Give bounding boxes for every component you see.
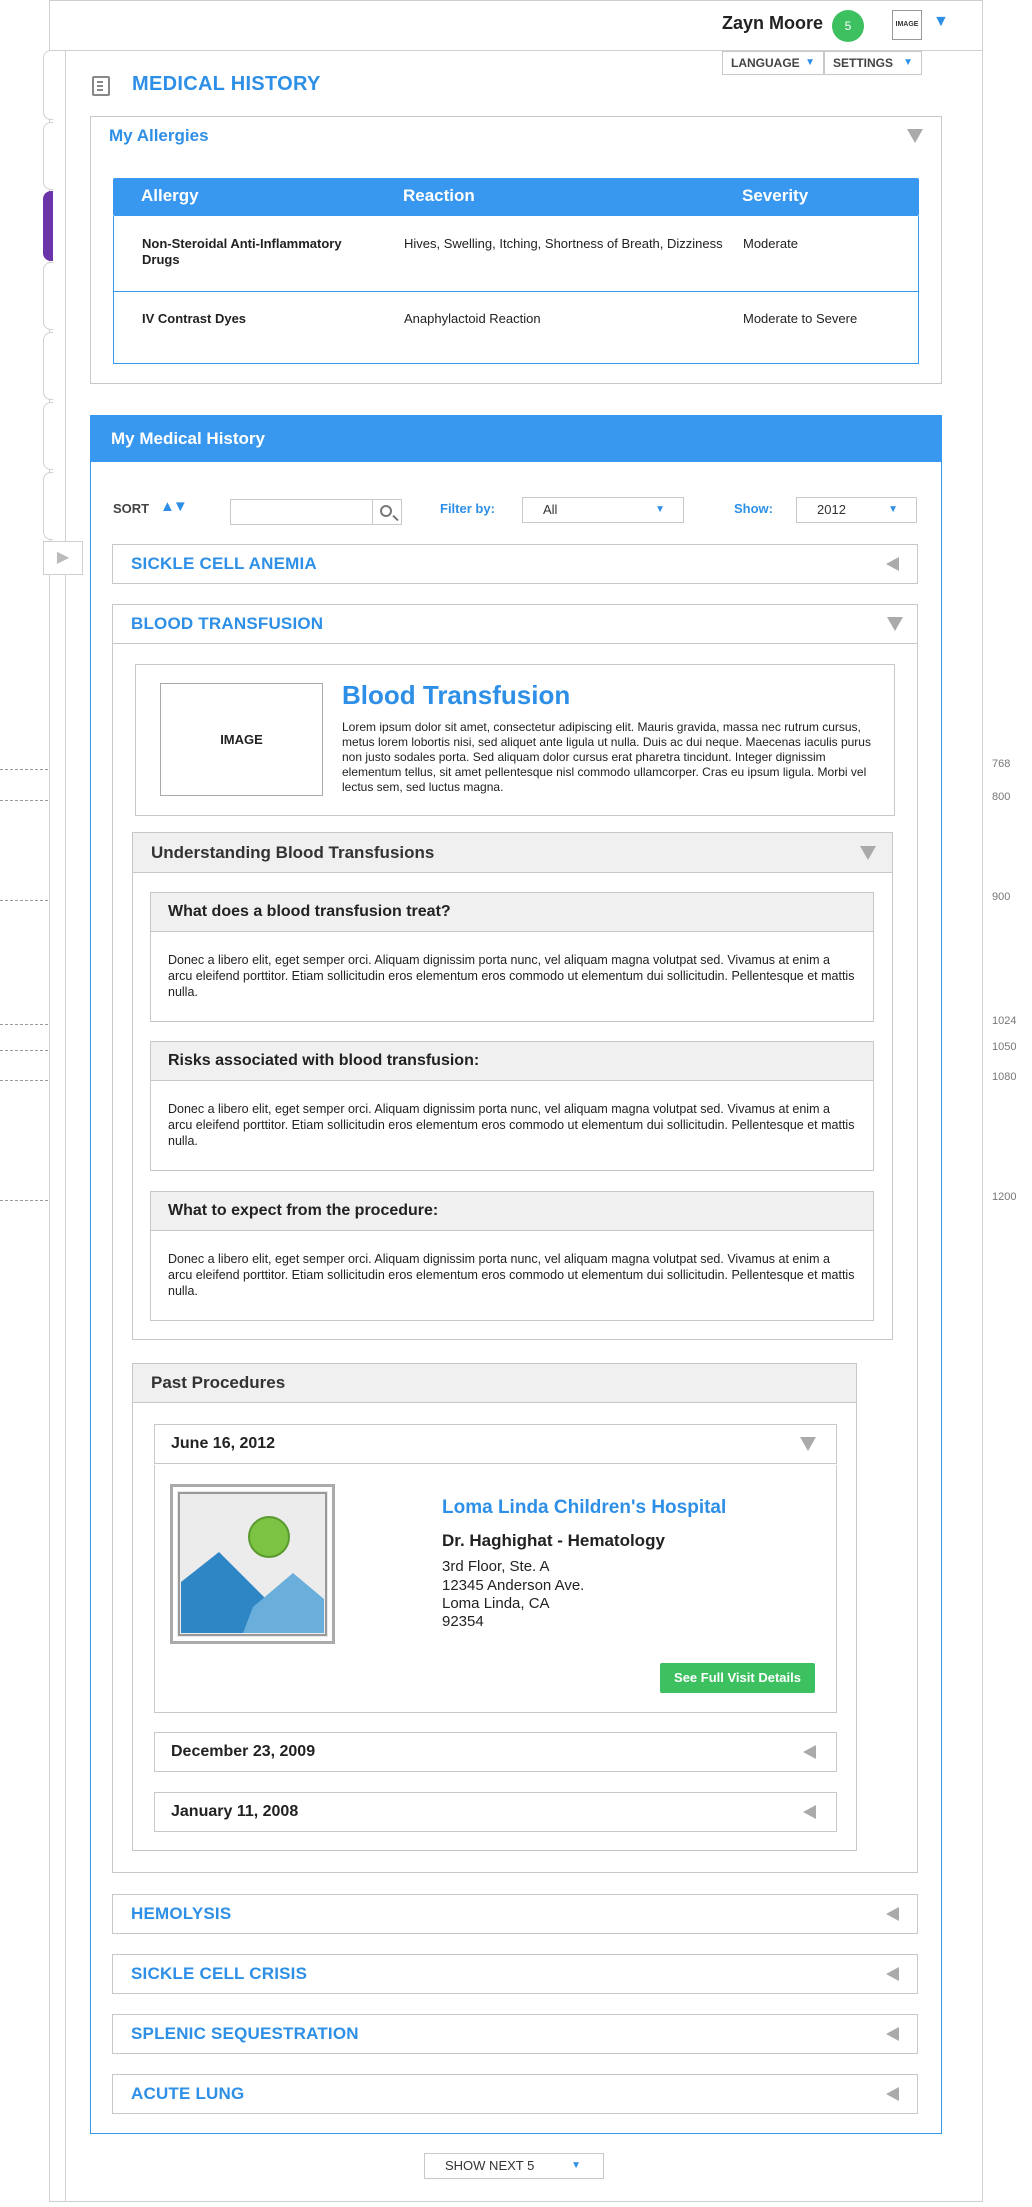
side-tab-2[interactable]: [43, 122, 53, 190]
ruler-label: 1200: [992, 1191, 1017, 1203]
ruler-line: [0, 800, 48, 801]
ruler-line: [0, 1200, 48, 1201]
ruler-label: 1050: [992, 1041, 1017, 1053]
understanding-title: Understanding Blood Transfusions: [151, 843, 435, 862]
image-placeholder: IMAGE: [160, 683, 323, 796]
address-line: 92354: [442, 1613, 484, 1630]
condition-label: BLOOD TRANSFUSION: [131, 614, 324, 633]
side-tab-active[interactable]: [43, 191, 53, 261]
address-line: 12345 Anderson Ave.: [442, 1577, 585, 1594]
expand-triangle-icon: [886, 2087, 899, 2101]
allergy-reaction: Anaphylactoid Reaction: [404, 311, 541, 326]
understanding-header[interactable]: [132, 832, 893, 873]
ruler-label: 1024: [992, 1015, 1017, 1027]
expand-triangle-icon: [886, 1967, 899, 1981]
row-divider: [114, 291, 918, 292]
side-tab-1[interactable]: [43, 50, 53, 120]
condition-label: HEMOLYSIS: [131, 1904, 232, 1923]
condition-label: SICKLE CELL ANEMIA: [131, 554, 317, 573]
ruler-line: [0, 769, 48, 770]
side-tab-7[interactable]: [43, 472, 53, 540]
detail-description: Lorem ipsum dolor sit amet, consectetur adipiscing elit. Mauris gravida, massa nec rutrum cursus, metus lorem lobortis nisi, sed aliquet ante ligula ut nulla. Duis ac dui neque. Maecenas iaculis purus non justo sodales porta. Sed aliquam dolor cursus erat pharetra tincidunt. Integer dignissim elementum tellus, sit amet pellentesque nisl commodo ullamcorper. Cras eu ipsum ligula. Morbi vel lectus sem, sed luctus magna.: [342, 720, 871, 794]
show-next-button[interactable]: [424, 2153, 604, 2179]
avatar[interactable]: IMAGE: [892, 10, 922, 40]
expand-triangle-icon: [886, 557, 899, 571]
ruler-label: 1080: [992, 1071, 1017, 1083]
chevron-down-icon: ▼: [805, 57, 815, 68]
collapse-triangle-icon: [887, 617, 903, 631]
allergy-severity: Moderate: [743, 236, 798, 251]
language-dropdown[interactable]: [722, 51, 824, 75]
expand-triangle-icon: [886, 2027, 899, 2041]
medical-history-header: My Medical History: [90, 415, 942, 462]
page-title: MEDICAL HISTORY: [132, 73, 321, 95]
ruler-label: 800: [992, 791, 1011, 803]
user-name[interactable]: Zayn Moore: [722, 13, 824, 33]
chevron-down-icon: ▼: [903, 57, 913, 68]
question-header[interactable]: What does a blood transfusion treat?: [150, 892, 874, 932]
chevron-down-icon: ▼: [655, 504, 665, 515]
landscape-image-icon: [173, 1487, 332, 1641]
filter-value: All: [543, 502, 558, 517]
allergy-severity: Moderate to Severe: [743, 311, 858, 326]
user-menu-caret-icon[interactable]: ▼: [933, 13, 949, 30]
address-line: 3rd Floor, Ste. A: [442, 1558, 550, 1575]
allergies-title: My Allergies: [109, 126, 209, 145]
year-value: 2012: [817, 502, 846, 517]
ruler-line: [0, 900, 48, 901]
condition-blood-transfusion[interactable]: [112, 604, 918, 644]
ruler-label: 768: [992, 758, 1011, 770]
col-reaction: Reaction: [403, 186, 475, 205]
table-row: [114, 311, 918, 341]
language-label: LANGUAGE: [731, 56, 800, 70]
side-tab-5[interactable]: [43, 332, 53, 400]
sort-label: SORT: [113, 501, 150, 516]
allergy-name: Non-Steroidal Anti-Inflammatory Drugs: [142, 236, 342, 267]
side-tab-6[interactable]: [43, 402, 53, 470]
collapse-triangle-icon: [907, 129, 923, 143]
condition-label: SPLENIC SEQUESTRATION: [131, 2024, 359, 2043]
allergies-header[interactable]: [90, 116, 942, 156]
expand-triangle-icon: [803, 1745, 816, 1759]
table-row: [114, 236, 918, 290]
past-procedures-header: Past Procedures: [132, 1363, 857, 1403]
condition-sickle-cell-anemia[interactable]: [112, 544, 918, 584]
ruler-line: [0, 1050, 48, 1051]
hospital-name[interactable]: Loma Linda Children's Hospital: [442, 1497, 727, 1518]
condition-splenic-sequestration[interactable]: [112, 2014, 918, 2054]
filter-select[interactable]: [522, 497, 684, 523]
condition-acute-lung[interactable]: [112, 2074, 918, 2114]
settings-label: SETTINGS: [833, 56, 894, 70]
procedure-date: January 11, 2008: [171, 1803, 299, 1820]
question-answer: Donec a libero elit, eget semper orci. Aliquam dignissim porta nunc, vel aliquam magna volutpat sed. Vivamus at enim a arcu eleifend porttitor. Etiam sollicitudin eros elementum eros commodo ut elementum dui sollicitudin. Pellentesque et mattis nulla.: [150, 1231, 874, 1321]
col-allergy: Allergy: [141, 186, 199, 205]
doctor-name: Dr. Haghighat - Hematology: [442, 1531, 665, 1550]
side-tab-4[interactable]: [43, 262, 53, 330]
settings-dropdown[interactable]: [824, 51, 922, 75]
chevron-down-icon: ▼: [571, 2160, 581, 2171]
document-icon: [92, 76, 110, 96]
condition-sickle-cell-crisis[interactable]: [112, 1954, 918, 1994]
condition-label: ACUTE LUNG: [131, 2084, 245, 2103]
procedure-date-row[interactable]: [154, 1424, 837, 1464]
allergy-reaction: Hives, Swelling, Itching, Shortness of Breath, Dizziness: [404, 236, 723, 251]
question-answer: Donec a libero elit, eget semper orci. Aliquam dignissim porta nunc, vel aliquam magna volutpat sed. Vivamus at enim a arcu eleifend porttitor. Etiam sollicitudin eros elementum eros commodo ut elementum dui sollicitudin. Pellentesque et mattis nulla.: [150, 1081, 874, 1171]
procedure-date-row[interactable]: [154, 1792, 837, 1832]
allergy-name: IV Contrast Dyes: [142, 311, 247, 326]
question-header[interactable]: What to expect from the procedure:: [150, 1191, 874, 1231]
col-severity: Severity: [742, 186, 809, 205]
allergy-table-body: [113, 216, 919, 364]
hospital-image-icon: [170, 1484, 335, 1644]
search-icon: [380, 505, 392, 517]
search-input[interactable]: [230, 499, 372, 525]
chevron-down-icon: ▼: [888, 504, 898, 515]
notification-badge[interactable]: 5: [832, 10, 864, 42]
question-answer: Donec a libero elit, eget semper orci. Aliquam dignissim porta nunc, vel aliquam magna volutpat sed. Vivamus at enim a arcu eleifend porttitor. Etiam sollicitudin eros elementum eros commodo ut elementum dui sollicitudin. Pellentesque et mattis nulla.: [150, 932, 874, 1022]
expand-sidebar-button[interactable]: ▶: [43, 541, 83, 575]
filter-label: Filter by:: [440, 501, 495, 516]
address-line: Loma Linda, CA: [442, 1595, 550, 1612]
year-select[interactable]: [796, 497, 917, 523]
allergy-table-header: [113, 178, 919, 216]
search-button[interactable]: [372, 499, 402, 525]
collapse-triangle-icon: [800, 1437, 816, 1451]
procedure-date: June 16, 2012: [171, 1435, 276, 1452]
condition-label: SICKLE CELL CRISIS: [131, 1964, 308, 1983]
ruler-line: [0, 1024, 48, 1025]
expand-triangle-icon: [886, 1907, 899, 1921]
condition-hemolysis[interactable]: [112, 1894, 918, 1934]
ruler-line: [0, 1080, 48, 1081]
procedure-date: December 23, 2009: [171, 1743, 316, 1760]
show-next-label: SHOW NEXT 5: [445, 2158, 535, 2173]
show-label: Show:: [734, 501, 773, 516]
detail-title: Blood Transfusion: [342, 680, 571, 710]
see-full-visit-details-button[interactable]: See Full Visit Details: [660, 1663, 815, 1693]
sort-arrows-icon[interactable]: ▲▼: [160, 498, 186, 515]
collapse-triangle-icon: [860, 846, 876, 860]
procedure-date-row[interactable]: [154, 1732, 837, 1772]
question-header[interactable]: Risks associated with blood transfusion:: [150, 1041, 874, 1081]
expand-triangle-icon: [803, 1805, 816, 1819]
ruler-label: 900: [992, 891, 1011, 903]
